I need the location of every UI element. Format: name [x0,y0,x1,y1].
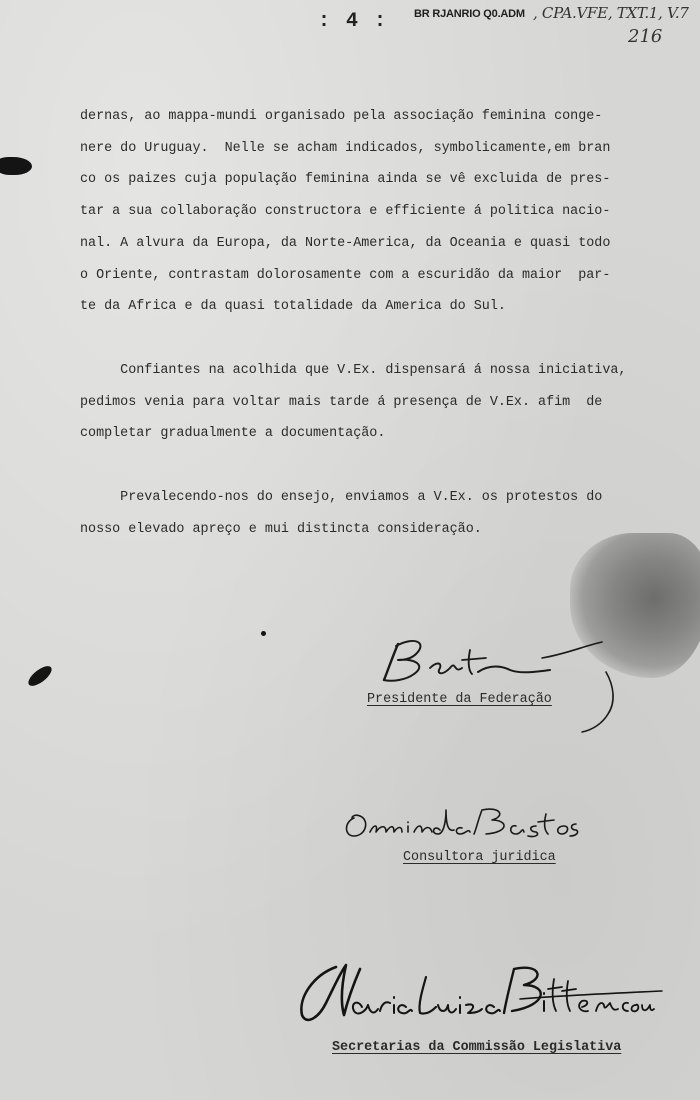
archive-code-stamp: BR RJANRIO Q0.ADM [414,8,525,20]
text-line: nere do Uruguay. Nelle se acham indicados, symbolicamente,em bran [80,140,611,156]
paragraph-gap [80,450,680,482]
margin-ink-blot-top [0,157,32,175]
president-title: Presidente da Federação [367,692,552,707]
signature-president [370,628,640,738]
archive-annotation: , CPA.VFE, TXT.1, V.7 [533,4,689,22]
folio-number: 216 [628,26,663,47]
paragraph-closing [80,482,680,545]
legal-consultant-title: Consultora juridica [403,850,556,865]
text-line: completar gradualmente a documentação. [80,426,386,442]
text-line: nal. A alvura da Europa, da Norte-America, da Oceania e quasi todo [80,235,611,251]
paragraph-map [80,101,680,323]
text-line: tar a sua collaboração constructora e efficiente á politica nacio- [80,204,611,220]
text-line: o Oriente, contrastam dolorosamente com a escuridão da maior par- [80,267,611,283]
text-line: te da Africa e da quasi totalidade da America do Sul. [80,299,506,315]
letter-body [80,101,680,545]
paragraph-request [80,355,680,450]
text-line: nosso elevado apreço e mui distincta consideração. [80,521,482,537]
page-number: : 4 : [318,10,389,33]
text-line: co os paizes cuja população feminina ainda se vê excluida de pres- [80,172,611,188]
margin-ink-blot-bottom [25,663,54,690]
text-line: Confiantes na acolhida que V.Ex. dispensará á nossa iniciativa, [80,362,627,378]
paper-speck [261,631,266,636]
signature-legal-consultant [340,800,580,850]
text-line: pedimos venia para voltar mais tarde á presença de V.Ex. afim de [80,394,603,410]
text-line: Prevalecendo-nos do ensejo, enviamos a V.Ex. os protestos do [80,490,603,506]
text-line: dernas, ao mappa-mundi organisado pela associação feminina conge- [80,109,603,124]
paragraph-gap [80,323,680,355]
secretary-title: Secretarias da Commissão Legislativa [332,1040,622,1055]
signature-secretary [290,955,670,1035]
